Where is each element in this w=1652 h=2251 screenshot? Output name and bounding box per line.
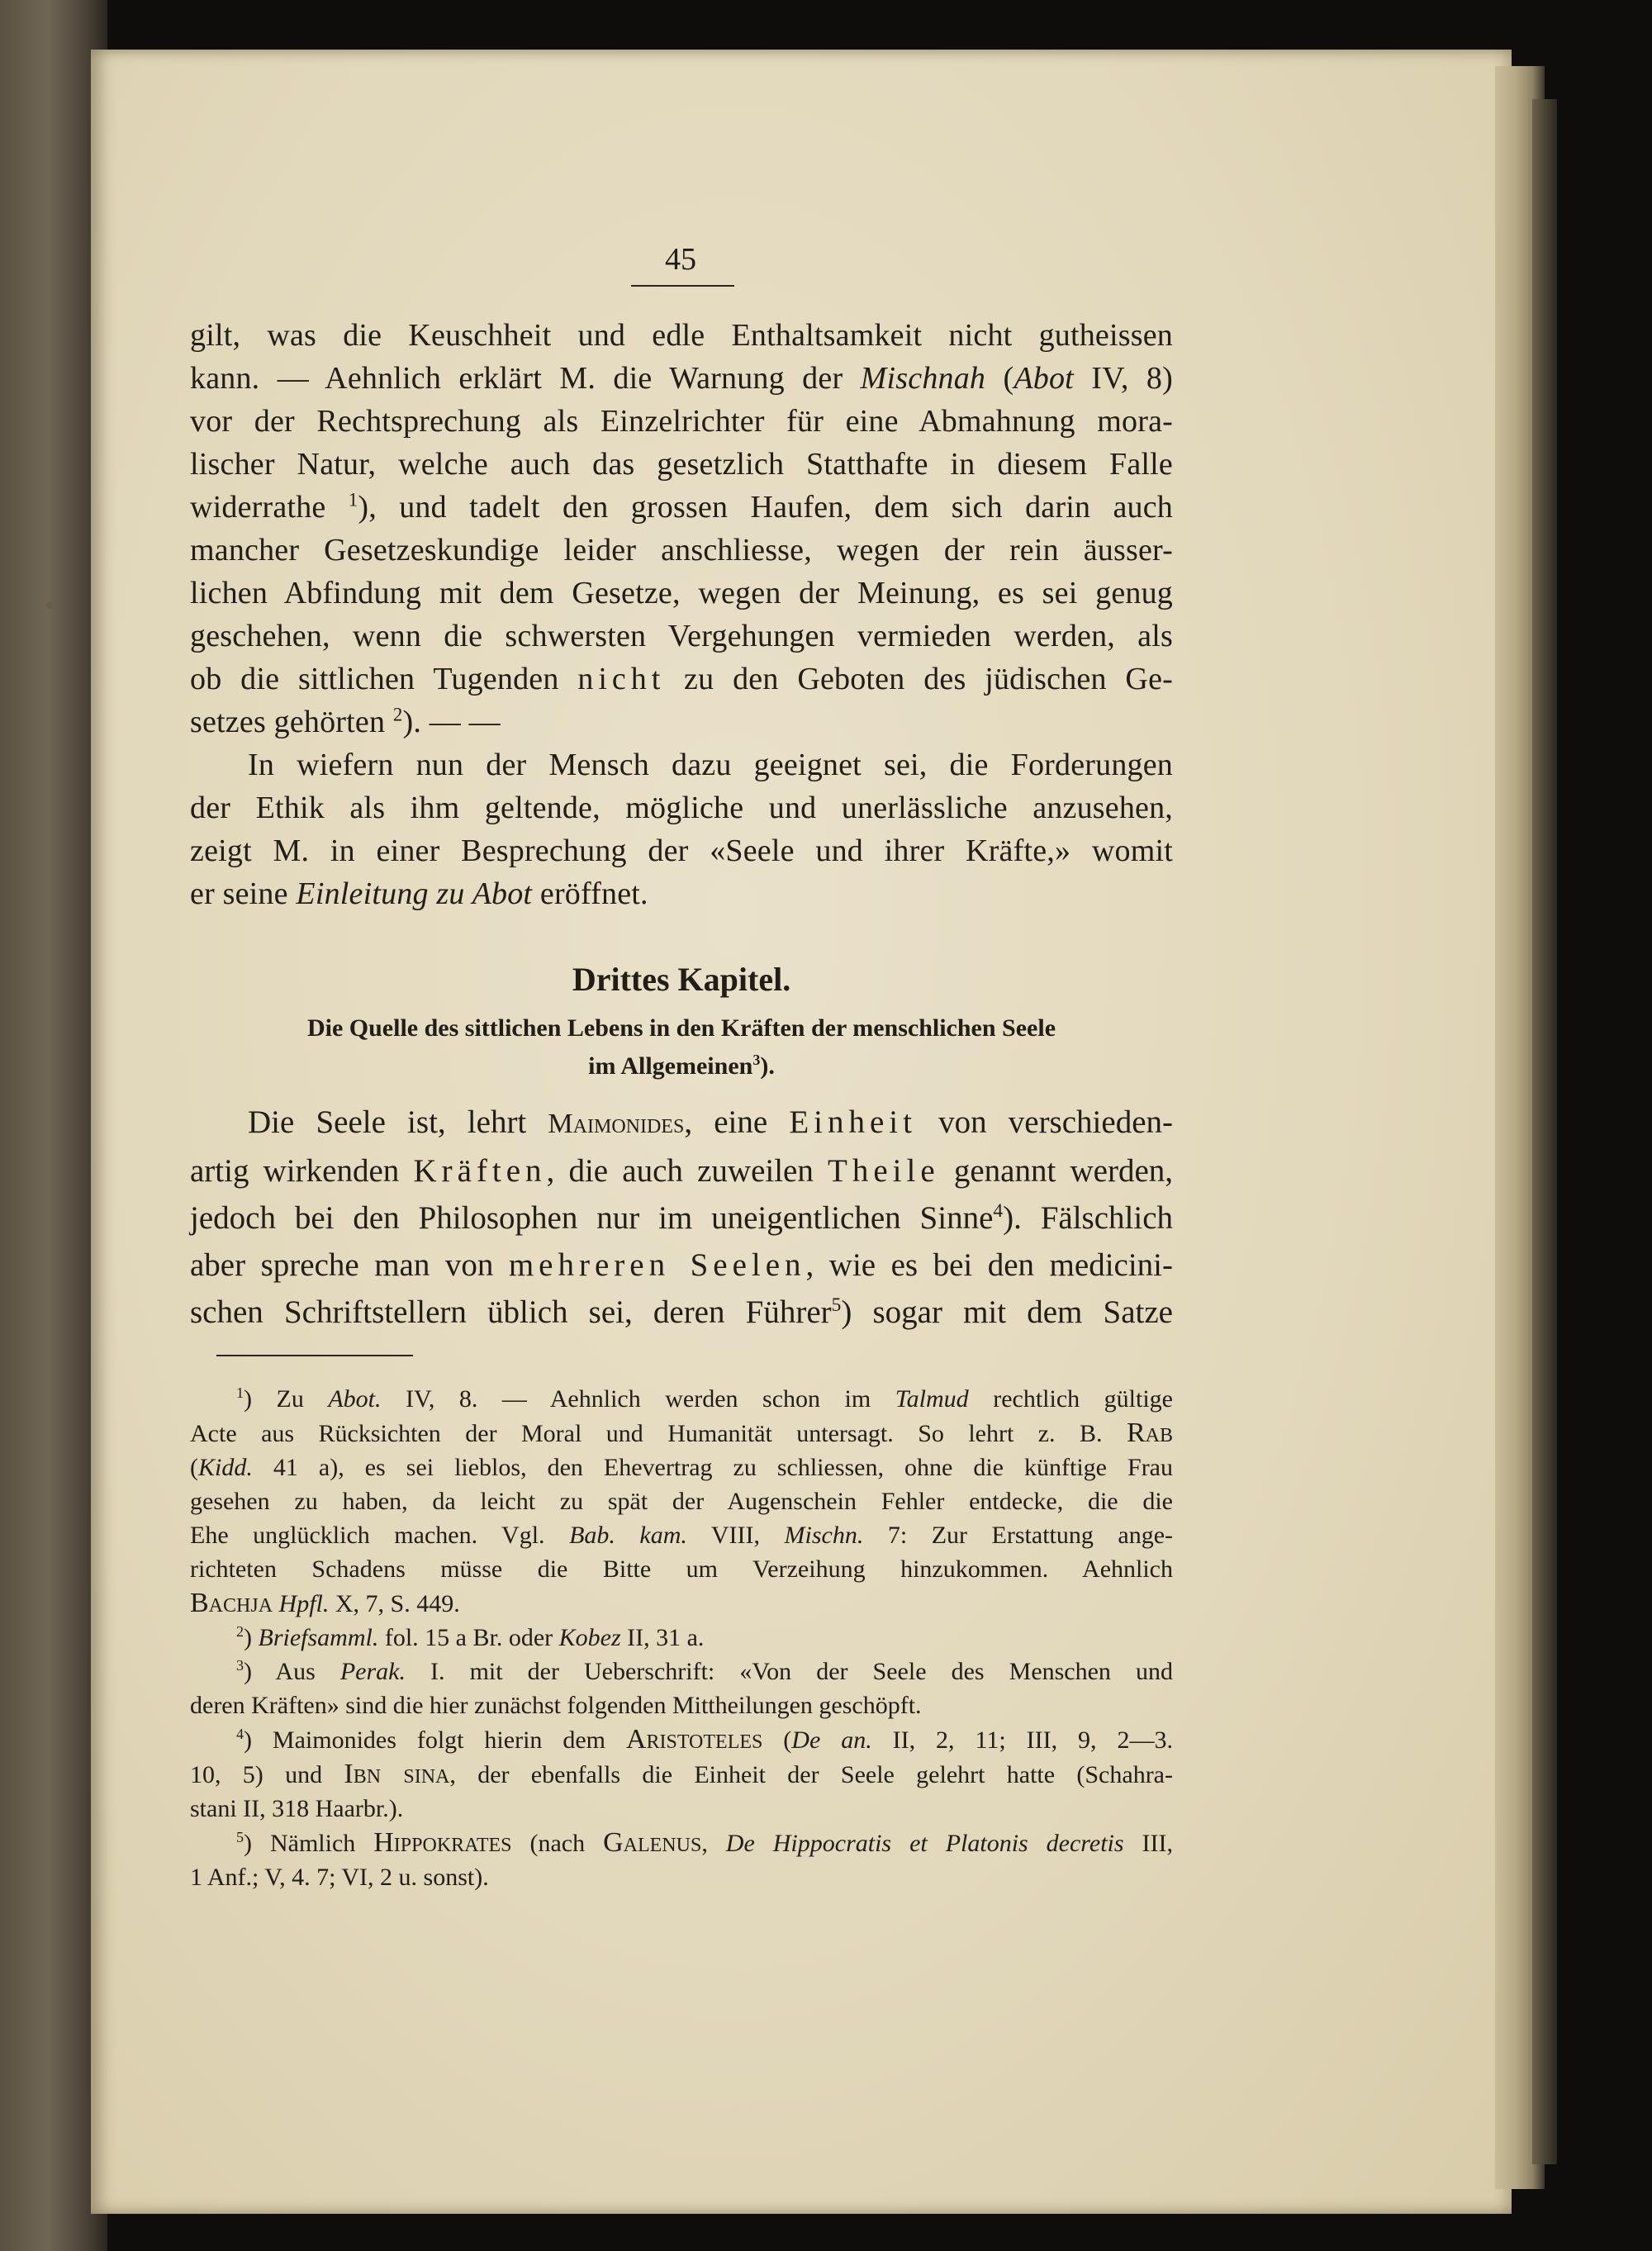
text-line bbox=[190, 1242, 1173, 1289]
footnote-line bbox=[190, 1655, 1173, 1688]
text-fragment: ). — — bbox=[402, 705, 501, 739]
footnote-line bbox=[190, 1722, 1173, 1757]
footnote-line bbox=[190, 1416, 1173, 1451]
footnote-number: 5 bbox=[236, 1829, 244, 1846]
emphasis-spaced: nicht bbox=[577, 662, 666, 696]
emphasis-spaced: Kräften bbox=[413, 1153, 547, 1189]
footnote-line bbox=[190, 1451, 1173, 1484]
footnote-rule bbox=[216, 1355, 413, 1356]
text-fragment: kann. — Aehnlich erklärt M. die Warnung der bbox=[190, 361, 861, 396]
text-fragment: widerrathe bbox=[190, 490, 349, 525]
text-fragment: III, bbox=[1123, 1830, 1173, 1857]
text-fragment: ) Aus bbox=[244, 1658, 340, 1685]
paragraph-3 bbox=[190, 1099, 1173, 1336]
text-fragment: X, 7, S. 449. bbox=[329, 1590, 460, 1617]
text-fragment: , eine bbox=[684, 1104, 790, 1140]
text-line bbox=[190, 1099, 1173, 1147]
text-fragment: 41 a), es sei lieblos, den Ehevertrag zu schliessen, ohne die künftige Frau bbox=[252, 1454, 1173, 1481]
text-fragment: , wie es bei den medicini- bbox=[805, 1247, 1173, 1283]
text-fragment: von verschieden- bbox=[916, 1104, 1173, 1140]
footnote-line: richteten Schadens müsse die Bitte um Verzeihung hinzukommen. Aehnlich bbox=[190, 1555, 1173, 1583]
text-line: In wiefern nun der Mensch dazu geeignet sei, die Forderungen bbox=[248, 748, 1173, 782]
text-line bbox=[190, 1147, 1173, 1194]
text-line: lischer Natur, welche auch das gesetzlich Statthafte in diesem Falle bbox=[190, 447, 1173, 482]
text-fragment: II, 31 a. bbox=[620, 1624, 705, 1651]
author-name: Ibn sina bbox=[344, 1759, 450, 1789]
author-name: Bachja bbox=[190, 1588, 273, 1618]
text-fragment: , die auch zuweilen bbox=[546, 1153, 828, 1189]
text-fragment: I. mit der Ueberschrift: «Von der Seele des Menschen und bbox=[405, 1658, 1173, 1685]
work-title: Abot. bbox=[328, 1385, 382, 1413]
footnotes bbox=[190, 1382, 1173, 1894]
footnote-line: stani II, 318 Haarbr.). bbox=[190, 1795, 404, 1822]
text-fragment: , bbox=[701, 1830, 726, 1857]
text-fragment: 7: Zur Erstattung ange- bbox=[863, 1522, 1173, 1549]
text-line bbox=[190, 700, 1173, 743]
work-title: De an. bbox=[791, 1726, 872, 1754]
work-title: De Hippocratis et Platonis decretis bbox=[725, 1830, 1124, 1857]
footnote-ref: 2 bbox=[392, 704, 403, 725]
text-fragment: artig wirkenden bbox=[190, 1153, 414, 1189]
text-fragment: eröffnet. bbox=[532, 876, 648, 911]
footnote-number: 3 bbox=[236, 1657, 244, 1674]
text-line bbox=[190, 486, 1173, 529]
text-line bbox=[190, 658, 1173, 700]
author-name: Galenus bbox=[603, 1827, 702, 1858]
text-line bbox=[190, 357, 1173, 400]
paragraph-1 bbox=[190, 314, 1173, 915]
text-fragment: Acte aus Rücksichten der Moral und Humanität untersagt. So lehrt z. B. bbox=[190, 1420, 1127, 1447]
text-fragment: ) Maimonides folgt hierin dem bbox=[244, 1726, 626, 1754]
footnote-number: 4 bbox=[236, 1726, 244, 1743]
text-fragment: ( bbox=[985, 361, 1014, 396]
text-fragment: genannt werden, bbox=[939, 1153, 1174, 1189]
text-fragment: 10, 5) und bbox=[190, 1761, 344, 1788]
text-line bbox=[190, 1194, 1173, 1242]
page-number: 45 bbox=[665, 242, 696, 277]
text-fragment: jedoch bei den Philosophen nur im uneigentlichen Sinne bbox=[190, 1200, 994, 1236]
text-fragment: ) Nämlich bbox=[244, 1830, 374, 1857]
author-name: Hippokrates bbox=[373, 1827, 512, 1858]
text-fragment: ). Fälschlich bbox=[1003, 1200, 1173, 1236]
footnote-ref: 3 bbox=[752, 1052, 761, 1069]
chapter-subtitle bbox=[190, 1009, 1173, 1085]
text-fragment: zu den Geboten des jüdischen Ge- bbox=[665, 662, 1173, 696]
footnote-ref: 5 bbox=[831, 1294, 842, 1316]
text-fragment: ) sogar mit dem Satze bbox=[841, 1294, 1173, 1330]
text-fragment: ), und tadelt den grossen Haufen, dem sich darin auch bbox=[358, 490, 1173, 525]
footnote-ref: 4 bbox=[993, 1199, 1004, 1222]
footnote-line bbox=[190, 1757, 1173, 1792]
work-title: Bab. kam. bbox=[569, 1522, 687, 1549]
footnote-line bbox=[190, 1382, 1173, 1416]
text-fragment: fol. 15 a Br. oder bbox=[378, 1624, 559, 1651]
page-number-rule bbox=[631, 285, 734, 287]
footnote-line: deren Kräften» sind die hier zunächst folgenden Mittheilungen geschöpft. bbox=[190, 1692, 922, 1719]
text-line bbox=[190, 872, 1173, 915]
footnote-line bbox=[190, 1826, 1173, 1860]
text-line: mancher Gesetzeskundige leider anschliesse, wegen der rein äusser- bbox=[190, 533, 1173, 567]
footnote-ref: 1 bbox=[348, 489, 358, 511]
text-fragment: setzes gehörten bbox=[190, 705, 393, 739]
footnote-line bbox=[190, 1621, 1173, 1655]
text-fragment: im Allgemeinen bbox=[588, 1052, 753, 1080]
text-line: zeigt M. in einer Besprechung der «Seele und ihrer Kräfte,» womit bbox=[190, 833, 1173, 868]
author-name: Maimonides bbox=[548, 1109, 685, 1139]
text-fragment: er seine bbox=[190, 876, 297, 911]
text-line bbox=[190, 1289, 1173, 1336]
text-fragment: schen Schriftstellern üblich sei, deren Führer bbox=[190, 1294, 832, 1330]
footnote-line: 1 Anf.; V, 4. 7; VI, 2 u. sonst). bbox=[190, 1864, 489, 1891]
text-fragment: VIII, bbox=[686, 1522, 785, 1549]
author-name: Aristoteles bbox=[625, 1724, 763, 1755]
work-title: Einleitung zu Abot bbox=[296, 876, 533, 911]
work-title: Mischn. bbox=[784, 1522, 864, 1549]
emphasis-spaced: Einheit bbox=[789, 1104, 917, 1140]
text-fragment: ). bbox=[760, 1052, 775, 1080]
work-title: Mischnah bbox=[860, 361, 986, 396]
text-fragment: ob die sittlichen Tugenden bbox=[190, 662, 578, 696]
work-title: Talmud bbox=[895, 1385, 969, 1413]
text-fragment: Die Seele ist, lehrt bbox=[248, 1104, 548, 1140]
text-fragment: ( bbox=[190, 1454, 198, 1481]
text-fragment bbox=[273, 1590, 279, 1617]
text-fragment: ) Zu bbox=[244, 1385, 329, 1413]
text-fragment: Ehe unglücklich machen. Vgl. bbox=[190, 1522, 570, 1549]
work-title: Briefsamml. bbox=[258, 1624, 379, 1651]
text-line: vor der Rechtsprechung als Einzelrichter für eine Abmahnung mora- bbox=[190, 404, 1173, 439]
text-fragment: , der ebenfalls die Einheit der Seele gelehrt hatte (Schahra- bbox=[449, 1761, 1173, 1788]
text-fragment: ( bbox=[762, 1726, 792, 1754]
text-fragment: aber spreche man von bbox=[190, 1247, 509, 1283]
text-fragment: IV, 8. — Aehnlich werden schon im bbox=[381, 1385, 895, 1413]
text-fragment: rechtlich gültige bbox=[968, 1385, 1173, 1413]
text-line: geschehen, wenn die schwersten Vergehungen vermieden werden, als bbox=[190, 619, 1173, 653]
subtitle-line: Die Quelle des sittlichen Lebens in den Kräften der menschlichen Seele bbox=[306, 1014, 1056, 1042]
footnote-number: 1 bbox=[236, 1384, 244, 1402]
text-fragment: II, 2, 11; III, 9, 2—3. bbox=[871, 1726, 1173, 1754]
footnote-number: 2 bbox=[236, 1623, 244, 1641]
text-fragment: IV, 8) bbox=[1073, 361, 1173, 396]
text-line: gilt, was die Keuschheit und edle Enthaltsamkeit nicht gutheissen bbox=[190, 318, 1173, 353]
work-title: Hpfl. bbox=[278, 1590, 330, 1617]
footnote-line bbox=[190, 1518, 1173, 1552]
chapter-title: Drittes Kapitel. bbox=[572, 961, 791, 998]
footnote-line: gesehen zu haben, da leicht zu spät der Augenschein Fehler entdecke, die die bbox=[190, 1488, 1173, 1515]
work-title: Perak. bbox=[339, 1658, 406, 1685]
work-title: Kidd. bbox=[198, 1454, 253, 1481]
emphasis-spaced: Theile bbox=[828, 1153, 940, 1189]
text-line: lichen Abfindung mit dem Gesetze, wegen der Meinung, es sei genug bbox=[190, 576, 1173, 610]
text-fragment: (nach bbox=[511, 1830, 604, 1857]
text-line: der Ethik als ihm geltende, mögliche und unerlässliche anzusehen, bbox=[190, 791, 1173, 825]
work-title: Abot bbox=[1014, 361, 1074, 396]
work-title: Kobez bbox=[558, 1624, 621, 1651]
footnote-line bbox=[190, 1586, 1173, 1621]
speck-mark bbox=[46, 601, 54, 609]
text-fragment: ) bbox=[244, 1624, 259, 1651]
author-name: Rab bbox=[1126, 1418, 1173, 1448]
binding-shadow bbox=[1532, 99, 1557, 2164]
emphasis-spaced: mehreren Seelen bbox=[508, 1247, 806, 1283]
subtitle-line bbox=[190, 1047, 1173, 1085]
